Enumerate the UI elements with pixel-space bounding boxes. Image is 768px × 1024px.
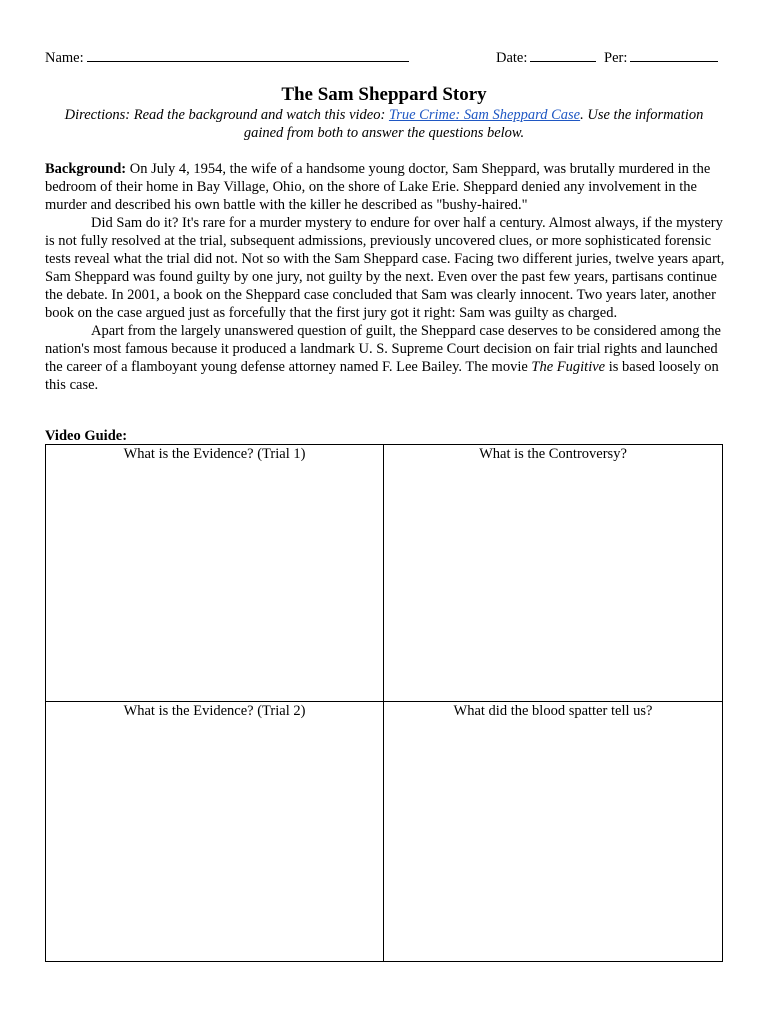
background-text-3a: Apart from the largely unanswered question of guilt, the Sheppard case deserves to be considered among the nation's most famous because it produced a landmark U. S. Supreme Court decision on fair trial rights and launched the career of a flamboyant young defense attorney named F. Lee Bailey. The movie <box>45 323 721 375</box>
background-paragraph-1 <box>45 160 725 214</box>
name-field[interactable] <box>45 47 409 67</box>
answer-box-heading: What is the Evidence? (Trial 2) <box>123 703 306 719</box>
answer-box-heading: What is the Evidence? (Trial 1) <box>123 446 306 462</box>
period-field[interactable] <box>604 47 718 67</box>
video-link[interactable]: True Crime: Sam Sheppard Case <box>388 107 581 123</box>
background-paragraph-3 <box>45 322 725 394</box>
directions-suffix: . Use the information gained from both to answer the questions below. <box>243 107 704 141</box>
student-info-row <box>45 47 721 67</box>
date-label: Date: <box>496 50 528 66</box>
background-section <box>45 160 725 394</box>
answer-box-blood-spatter[interactable] <box>384 702 722 961</box>
page-title: The Sam Sheppard Story <box>281 84 487 105</box>
background-text-1: On July 4, 1954, the wife of a handsome young doctor, Sam Sheppard, was brutally murdered in the bedroom of their home in Bay Village, Ohio, on the shore of Lake Erie. Sheppard denied any involvement in the murder and described his own battle with the killer he described as "bushy-haired." <box>45 161 711 213</box>
background-paragraph-2: Did Sam do it? It's rare for a murder mystery to endure for over half a century. Almost always, if the mystery is not fully resolved at the trial, subsequent admissions, previously uncovered clues, or more sophisticated forensic tests reveal what the trial did not. Not so with the Sam Sheppard case. Facing two different juries, twelve years apart, Sam Sheppard was found guilty by one jury, not guilty by the next. Even over the past few years, partisans continue the debate. In 2001, a book on the Sheppard case concluded that Sam was clearly innocent. Two years later, another book on the case argued just as forcefully that the first jury got it right: Sam was guilty as charged. <box>45 215 725 321</box>
background-label: Background: <box>45 161 127 177</box>
answer-box-heading: What is the Controversy? <box>479 446 627 462</box>
answer-box-heading: What did the blood spatter tell us? <box>453 703 653 719</box>
date-field[interactable] <box>496 47 596 67</box>
video-guide-label: Video Guide: <box>45 428 128 444</box>
answer-box-controversy[interactable] <box>384 445 722 702</box>
period-label: Per: <box>604 50 628 66</box>
answer-box-evidence-trial-1[interactable] <box>46 445 384 702</box>
date-blank-line[interactable] <box>530 47 596 62</box>
period-blank-line[interactable] <box>630 47 718 62</box>
name-blank-line[interactable] <box>87 47 409 62</box>
name-label: Name: <box>45 50 84 66</box>
answer-box-evidence-trial-2[interactable] <box>46 702 384 961</box>
video-guide-table <box>45 444 723 962</box>
movie-title: The Fugitive <box>531 359 606 375</box>
background-text-3b: is based loosely on this case. <box>45 359 719 393</box>
directions <box>45 106 723 142</box>
directions-prefix: Directions: Read the background and watch this video: <box>64 107 386 123</box>
